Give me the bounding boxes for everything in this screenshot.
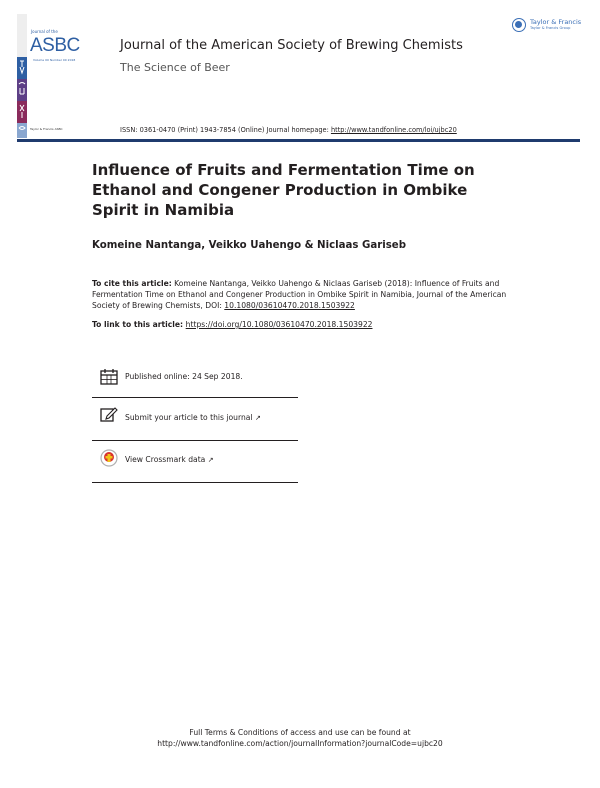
journal-subtitle: The Science of Beer <box>120 61 230 74</box>
published-online-text: Published online: 24 Sep 2018. <box>125 372 243 381</box>
cover-journal-of-the: Journal of the <box>31 29 58 34</box>
action-divider <box>92 440 298 441</box>
citation-block <box>92 278 512 311</box>
crossmark-icon <box>100 449 118 471</box>
submit-article-label: Submit your article to this journal <box>125 413 253 422</box>
cover-volume-line: Volume 00 Number 00 2018 <box>33 58 76 62</box>
issn-text: ISSN: 0361-0470 (Print) 1943-7854 (Online) Journal homepage: <box>120 126 331 134</box>
terms-url[interactable]: http://www.tandfonline.com/action/journalInformation?journalCode=ujbc20 <box>157 739 443 748</box>
external-link-icon: ↗ <box>207 456 214 464</box>
cite-text: Komeine Nantanga, Veikko Uahengo & Niclaas Gariseb (2018): Influence of Fruits and Fermentation Time on Ethanol and Congener Production in Ombike Spirit in Namibia, Journal of the American Society of Brewing Chemists, DOI: <box>92 279 507 310</box>
cite-label: To cite this article: <box>92 279 172 288</box>
cover-asbc-logo: ASBC <box>30 35 80 56</box>
calendar-icon <box>100 368 118 389</box>
link-label: To link to this article: <box>92 320 186 329</box>
crossmark-link[interactable] <box>125 455 214 464</box>
article-authors: Komeine Nantanga, Veikko Uahengo & Niclaas Gariseb <box>92 240 406 251</box>
article-doi-url[interactable]: https://doi.org/10.1080/03610470.2018.1503922 <box>185 320 373 329</box>
external-link-icon: ↗ <box>254 414 261 422</box>
publisher-logo <box>512 17 582 35</box>
publisher-name: Taylor & Francis <box>530 18 582 26</box>
action-divider <box>92 397 298 398</box>
journal-title[interactable]: Journal of the American Society of Brewing Chemists <box>120 38 463 53</box>
edit-icon <box>100 406 118 426</box>
header-rule <box>17 139 580 142</box>
crossmark-label: View Crossmark data <box>125 455 206 464</box>
article-title: Influence of Fruits and Fermentation Time on Ethanol and Congener Production in Ombike Spirit in Namibia <box>92 161 475 219</box>
cover-footer-text: Taylor & Francis ASBC <box>30 127 63 131</box>
article-link-line <box>92 320 372 329</box>
action-divider <box>92 482 298 483</box>
publisher-tagline: Taylor & Francis Group <box>530 26 571 30</box>
doi-link[interactable]: 10.1080/03610470.2018.1503922 <box>224 301 355 310</box>
publisher-icon <box>512 18 526 32</box>
journal-homepage-link[interactable]: http://www.tandfonline.com/loi/ujbc20 <box>330 126 457 134</box>
submit-article-link[interactable] <box>125 413 261 422</box>
terms-line: Full Terms & Conditions of access and use can be found at <box>189 728 411 737</box>
issn-line <box>120 126 457 134</box>
